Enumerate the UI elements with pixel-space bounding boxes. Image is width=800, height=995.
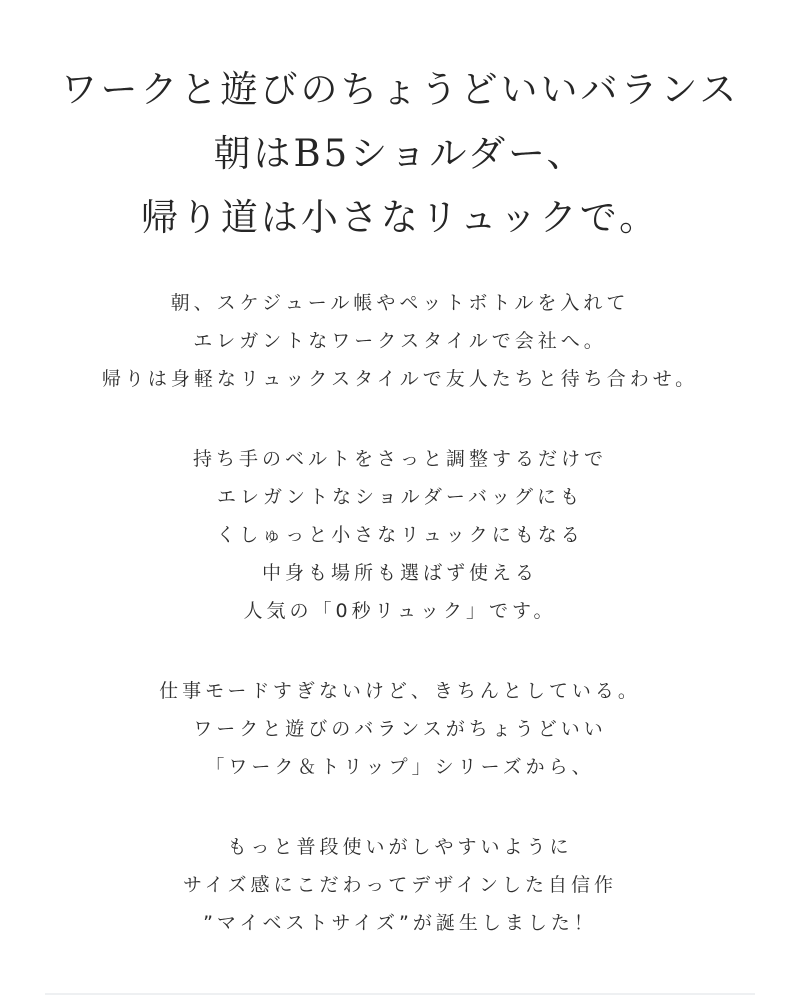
paragraph-series	[0, 672, 800, 786]
paragraph-line: サイズ感にこだわってデザインした自信作	[183, 874, 617, 896]
headline-line: ワークと遊びのちょうどいいバランス	[60, 68, 740, 111]
headline-line: 朝はB5ショルダー、	[213, 132, 587, 175]
paragraph-line: 中身も場所も選ばず使える	[261, 562, 538, 584]
paragraph-line: ワークと遊びのバランスがちょうどいい	[193, 718, 607, 740]
paragraph-line: 仕事モードすぎないけど、きちんとしている。	[159, 680, 641, 702]
paragraph-strap-adjust	[0, 440, 800, 630]
paragraph-line: 朝、スケジュール帳やペットボトルを入れて	[170, 292, 630, 314]
paragraph-line: エレガントなワークスタイルで会社へ。	[193, 330, 607, 352]
paragraph-line: エレガントなショルダーバッグにも	[217, 486, 583, 508]
paragraph-best-size	[0, 828, 800, 942]
body-copy	[0, 284, 800, 984]
headline-line: 帰り道は小さなリュックで。	[140, 196, 660, 239]
paragraph-line: ”マイベストサイズ”が誕生しました！	[203, 912, 597, 934]
paragraph-line: 「ワーク＆トリップ」シリーズから、	[205, 756, 595, 778]
headline	[0, 58, 800, 250]
paragraph-line: 人気の「0秒リュック」です。	[243, 600, 557, 622]
paragraph-line: くしゅっと小さなリュックにもなる	[216, 524, 584, 546]
paragraph-morning-commute	[0, 284, 800, 398]
paragraph-line: 持ち手のベルトをさっと調整するだけで	[192, 448, 607, 470]
paragraph-line: 帰りは身軽なリュックスタイルで友人たちと待ち合わせ。	[101, 368, 699, 390]
paragraph-line: もっと普段使いがしやすいように	[227, 836, 573, 858]
